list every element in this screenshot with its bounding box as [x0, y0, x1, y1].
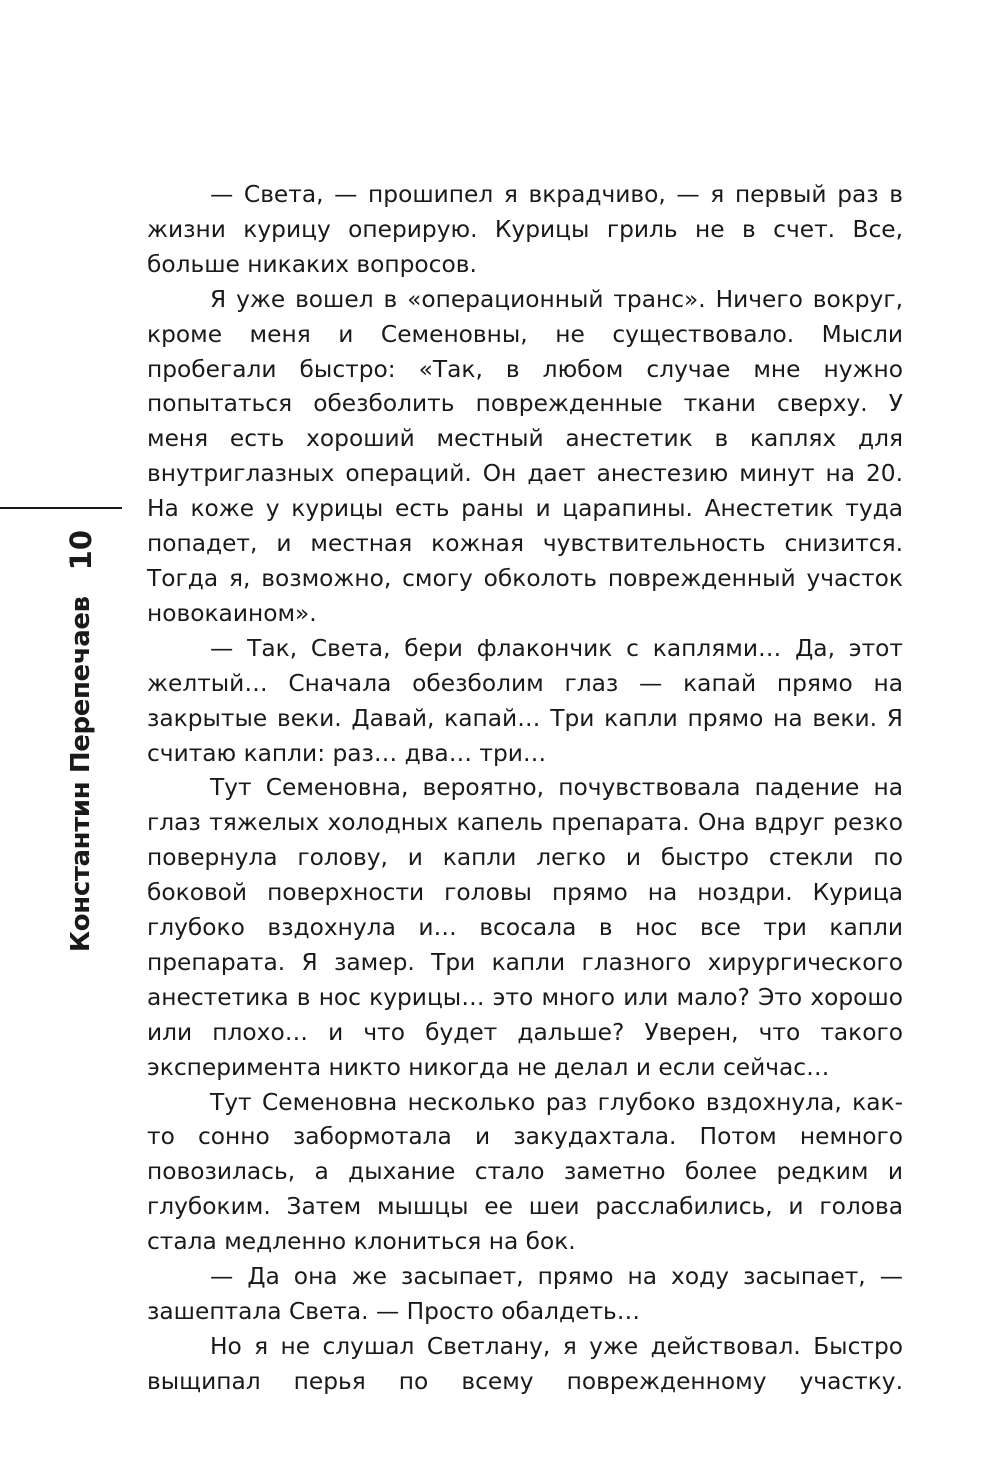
paragraph-7: Но я не слушал Светлану, я уже действовал. Быстро выщипал перья по всему поврежденному участку. — [147, 1332, 903, 1395]
paragraph-6: — Да она же засыпает, прямо на ходу засыпает, — зашептала Света. — Просто обалдеть… — [147, 1263, 903, 1325]
page-number: 10 — [64, 530, 98, 571]
paragraph-2: Я уже вошел в «операционный транс». Ничего вокруг, кроме меня и Семеновны, не существовало. Мысли пробегали быстро: «Так, в любом случае мне нужно попытаться обезболить поврежденные ткани сверху. У меня есть хороший местный анестетик в каплях для внутриглазных операций. Он дает анестезию минут на 20. На коже у курицы есть раны и царапины. Анестетик туда попадет, и местная кожная чувствительность снизится. Тогда я, возможно, смогу обколоть поврежденный участок новокаином». — [147, 285, 903, 627]
paragraph-5: Тут Семеновна несколько раз глубоко вздохнула, как-то сонно забормотала и закудахтала. Потом немного повозилась, а дыхание стало заметно более редким и глубоким. Затем мышцы ее шеи расслабились, и голова стала медленно клониться на бок. — [147, 1088, 903, 1256]
paragraph-3: — Так, Света, бери флакончик с каплями… Да, этот желтый… Сначала обезболим глаз — капай прямо на закрытые веки. Давай, капай… Три капли прямо на веки. Я считаю капли: раз… два… три… — [147, 634, 903, 767]
paragraph-4: Тут Семеновна, вероятно, почувствовала падение на глаз тяжелых холодных капель препарата. Она вдруг резко повернула голову, и капли легко и быстро стекли по боковой поверхности головы прямо на ноздри. Курица глубоко вздохнула и… всосала в нос все три капли препарата. Я замер. Три капли глазного хирургического анестетика в нос курицы… это много или мало? Это хорошо или плохо… и что будет дальше? Уверен, что такого эксперимента никто никогда не делал и если сейчас… — [147, 774, 903, 1081]
body-text — [147, 178, 903, 1400]
running-head — [48, 530, 114, 953]
margin-rule — [0, 507, 122, 509]
author-name: Константин Перепечаев — [66, 596, 96, 953]
paragraph-1: — Света, — прошипел я вкрадчиво, — я первый раз в жизни курицу оперирую. Курицы гриль не в счет. Все, больше никаких вопросов. — [147, 181, 903, 278]
